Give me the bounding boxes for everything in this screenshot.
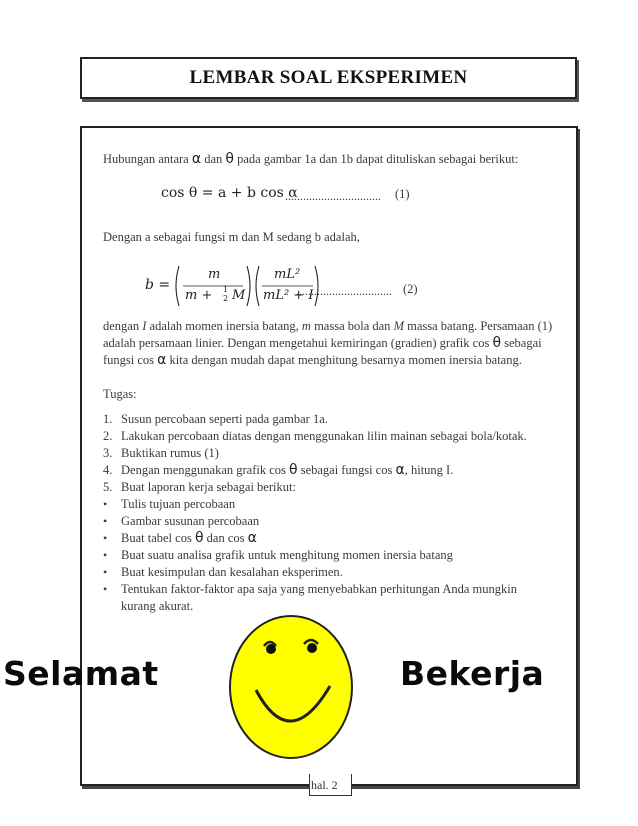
page-title: LEMBAR SOAL EKSPERIMEN [189, 67, 468, 88]
title-box [80, 57, 577, 99]
list-text: Lakukan percobaan diatas dengan menggunakan lilin mainan sebagai bola/kotak. [121, 429, 527, 443]
equation-2-label: (2) [403, 282, 418, 296]
equation-1 [161, 185, 298, 201]
bullet-item [103, 564, 343, 581]
alpha-symbol: α [191, 151, 202, 167]
alpha-symbol: α [157, 352, 167, 368]
explain-text: dengan [103, 319, 140, 333]
closing-word-left: Selamat [3, 654, 159, 693]
bullet-icon: • [103, 582, 108, 596]
explain-line-1 [103, 318, 552, 335]
eq2-half-den: 2 [223, 294, 229, 303]
smiley-face-icon [226, 614, 356, 762]
explain-text: sebagai [504, 336, 542, 350]
list-number: 4. [103, 463, 113, 477]
list-number: 5. [103, 480, 113, 494]
smiley-face-circle [230, 616, 352, 758]
bullet-item [103, 530, 257, 547]
list-text: Susun percobaan seperti pada gambar 1a. [121, 412, 328, 426]
bullet-continuation: kurang akurat. [121, 599, 194, 613]
theta-symbol: θ [194, 530, 204, 546]
list-text: Buktikan rumus (1) [121, 446, 219, 460]
explain-text: adalah momen inersia batang, [149, 319, 299, 333]
explain-text: adalah persamaan linier. Dengan mengetahui kemiringan (gradien) grafik cos [103, 336, 490, 350]
equation-1-text: cos θ = a + b cos α [161, 185, 298, 201]
list-text: Buat laporan kerja sebagai berikut: [121, 480, 296, 494]
smiley-right-eye [307, 643, 317, 653]
equation-1-label: (1) [395, 187, 410, 201]
symbol-I: I [142, 319, 147, 333]
list-item [103, 462, 453, 479]
equation-1-dots: ................................ [285, 189, 381, 203]
symbol-M: M [393, 319, 404, 333]
bullet-text: Buat kesimpulan dan kesalahan eksperimen. [121, 565, 343, 579]
list-item [103, 445, 219, 462]
eq2-half-num: 1 [223, 285, 229, 294]
intro-text-b: dan [204, 152, 223, 166]
bullet-item [103, 513, 259, 530]
b-definition-line: Dengan a sebagai fungsi m dan M sedang b adalah, [103, 230, 360, 244]
list-text: sebagai fungsi cos [300, 463, 393, 477]
intro-line [103, 151, 518, 168]
alpha-symbol: α [247, 530, 257, 546]
closing-word-right: Bekerja [400, 654, 545, 693]
explain-text: massa batang. Persamaan (1) [407, 319, 553, 333]
list-number: 3. [103, 446, 113, 460]
eq2-f1-num: m [208, 267, 221, 282]
bullet-item [103, 581, 517, 598]
bullet-icon: • [103, 548, 108, 562]
list-item [103, 411, 328, 428]
list-item [103, 479, 296, 496]
bullet-icon: • [103, 514, 108, 528]
bullet-text: Tentukan faktor-faktor apa saja yang menyebabkan perhitungan Anda mungkin [121, 582, 517, 596]
explain-text: massa bola dan [314, 319, 391, 333]
bullet-text: Buat tabel cos [121, 531, 192, 545]
eq2-f2-den: mL² + I [263, 288, 314, 303]
bullet-text: Buat suatu analisa grafik untuk menghitung momen inersia batang [121, 548, 453, 562]
explain-text: kita dengan mudah dapat menghitung besarnya momen inersia batang. [169, 353, 522, 367]
eq2-f2-num: mL² [274, 267, 301, 282]
list-text: , hitung I. [404, 463, 454, 477]
eq2-f1-den-b: M [232, 288, 246, 303]
explain-text: fungsi cos [103, 353, 155, 367]
intro-text-a: Hubungan antara [103, 152, 189, 166]
theta-symbol: θ [492, 335, 502, 351]
bullet-icon: • [103, 565, 108, 579]
equation-2-dots: ................................ [296, 284, 392, 298]
bullet-icon: • [103, 497, 108, 511]
smiley-left-eye [266, 644, 276, 654]
explain-line-3 [103, 352, 522, 369]
list-text: Dengan menggunakan grafik cos [121, 463, 286, 477]
bullet-item [103, 496, 235, 513]
list-item [103, 428, 527, 445]
page-number-box [309, 774, 352, 796]
bullet-text: dan cos [206, 531, 245, 545]
intro-text-c: pada gambar 1a dan 1b dapat dituliskan sebagai berikut: [237, 152, 519, 166]
page-number: hal. 2 [311, 778, 338, 792]
tasks-heading: Tugas: [103, 387, 137, 401]
eq2-lhs: b = [145, 277, 171, 293]
bullet-text: Gambar susunan percobaan [121, 514, 260, 528]
theta-symbol: θ [225, 151, 234, 167]
symbol-m: m [301, 319, 311, 333]
list-number: 2. [103, 429, 113, 443]
bullet-item [103, 547, 453, 564]
explain-line-2 [103, 335, 542, 352]
bullet-text: Tulis tujuan percobaan [121, 497, 236, 511]
alpha-symbol: α [395, 462, 405, 478]
theta-symbol: θ [289, 462, 298, 478]
eq2-f1-den-a: m + [185, 288, 213, 303]
list-number: 1. [103, 412, 113, 426]
bullet-icon: • [103, 531, 108, 545]
